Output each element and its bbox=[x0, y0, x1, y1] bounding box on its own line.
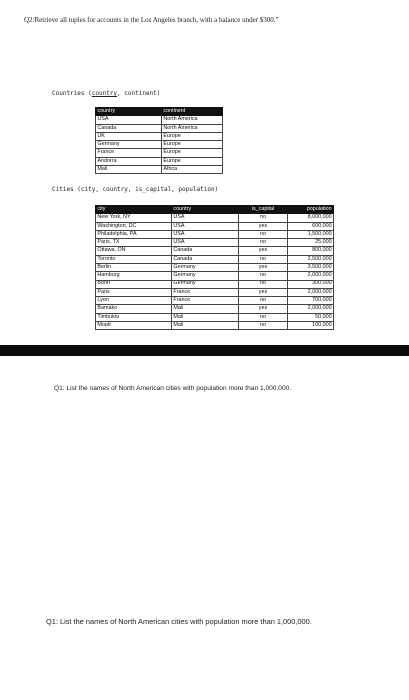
cities-cell: Paris, TX bbox=[96, 239, 172, 247]
cities-cell: no bbox=[239, 230, 288, 238]
cities-table bbox=[95, 205, 334, 330]
cities-cell: USA bbox=[172, 222, 239, 230]
cities-cell: Toronto bbox=[96, 255, 172, 263]
countries-cell: France bbox=[96, 149, 162, 157]
countries-cell: Andorra bbox=[96, 157, 162, 165]
cities-row bbox=[96, 321, 334, 329]
cities-cell: Germany bbox=[172, 263, 239, 271]
cities-cell: 800,000 bbox=[288, 247, 334, 255]
cities-cell: 2,000,000 bbox=[288, 305, 334, 313]
cities-cell: Mali bbox=[172, 321, 239, 329]
cities-cell: 1,500,000 bbox=[288, 230, 334, 238]
cities-row bbox=[96, 247, 334, 255]
cities-schema-caption: Cities (city, country, is_capital, population) bbox=[52, 186, 219, 193]
countries-row bbox=[96, 124, 223, 132]
countries-cell: North America bbox=[162, 116, 223, 124]
cities-header-cell: city bbox=[96, 206, 172, 214]
cities-cell: 2,500,000 bbox=[288, 255, 334, 263]
cities-cell: 8,000,000 bbox=[288, 214, 334, 222]
cities-cell: Washington, DC bbox=[96, 222, 172, 230]
countries-cell: Europe bbox=[162, 141, 223, 149]
cities-cell: 25,000 bbox=[288, 239, 334, 247]
cities-cell: France bbox=[172, 288, 239, 296]
cities-row bbox=[96, 297, 334, 305]
cities-cell: Ottawa, ON bbox=[96, 247, 172, 255]
countries-header-cell: country bbox=[96, 108, 162, 116]
countries-cell: North America bbox=[162, 124, 223, 132]
cities-header-row bbox=[96, 206, 334, 214]
cities-row bbox=[96, 214, 334, 222]
cities-cell: USA bbox=[172, 239, 239, 247]
cities-cell: no bbox=[239, 239, 288, 247]
cities-cell: France bbox=[172, 297, 239, 305]
cities-row bbox=[96, 313, 334, 321]
countries-table bbox=[95, 107, 223, 174]
cities-row bbox=[96, 230, 334, 238]
cities-header-cell: is_capital bbox=[239, 206, 288, 214]
cities-cell: Germany bbox=[172, 280, 239, 288]
countries-cell: Africa bbox=[162, 165, 223, 173]
countries-cell: Germany bbox=[96, 141, 162, 149]
cities-cell: Bamako bbox=[96, 305, 172, 313]
countries-row bbox=[96, 132, 223, 140]
cities-cell: yes bbox=[239, 263, 288, 271]
cities-cell: Bonn bbox=[96, 280, 172, 288]
cities-row bbox=[96, 222, 334, 230]
question-2-text: Q2:Retrieve all tuples for accounts in the Los Angeles branch, with a balance under $300.” bbox=[24, 16, 279, 24]
cities-cell: 2,000,000 bbox=[288, 272, 334, 280]
countries-cell: Canada bbox=[96, 124, 162, 132]
cities-cell: yes bbox=[239, 288, 288, 296]
cities-cell: no bbox=[239, 321, 288, 329]
section-divider bbox=[0, 345, 409, 356]
cities-cell: 700,000 bbox=[288, 297, 334, 305]
cities-cell: Philadelphia, PA bbox=[96, 230, 172, 238]
countries-cell: UK bbox=[96, 132, 162, 140]
cities-cell: no bbox=[239, 280, 288, 288]
cities-cell: no bbox=[239, 255, 288, 263]
cities-cell: Canada bbox=[172, 247, 239, 255]
cities-cell: USA bbox=[172, 214, 239, 222]
cities-row bbox=[96, 288, 334, 296]
cities-cell: Hamburg bbox=[96, 272, 172, 280]
cities-cell: USA bbox=[172, 230, 239, 238]
countries-cell: Europe bbox=[162, 132, 223, 140]
countries-schema-caption bbox=[52, 90, 160, 97]
cities-cell: yes bbox=[239, 305, 288, 313]
cities-cell: 100,000 bbox=[288, 321, 334, 329]
cities-cell: no bbox=[239, 313, 288, 321]
cities-cell: Germany bbox=[172, 272, 239, 280]
countries-caption-name: Countries ( bbox=[52, 90, 92, 97]
cities-cell: 50,000 bbox=[288, 313, 334, 321]
cities-cell: Berlin bbox=[96, 263, 172, 271]
countries-cell: Mali bbox=[96, 165, 162, 173]
countries-row bbox=[96, 165, 223, 173]
countries-caption-key: country bbox=[91, 90, 118, 97]
cities-cell: 3,500,000 bbox=[288, 263, 334, 271]
cities-row bbox=[96, 272, 334, 280]
countries-row bbox=[96, 157, 223, 165]
cities-cell: Mopti bbox=[96, 321, 172, 329]
cities-cell: Lyon bbox=[96, 297, 172, 305]
cities-row bbox=[96, 263, 334, 271]
cities-cell: no bbox=[239, 297, 288, 305]
cities-header-cell: country bbox=[172, 206, 239, 214]
cities-row bbox=[96, 305, 334, 313]
cities-cell: New York, NY bbox=[96, 214, 172, 222]
cities-cell: no bbox=[239, 272, 288, 280]
cities-cell: 600,000 bbox=[288, 222, 334, 230]
cities-cell: yes bbox=[239, 222, 288, 230]
cities-row bbox=[96, 239, 334, 247]
cities-cell: Mali bbox=[172, 313, 239, 321]
cities-cell: Paris bbox=[96, 288, 172, 296]
countries-row bbox=[96, 116, 223, 124]
cities-row bbox=[96, 255, 334, 263]
cities-cell: Timbuktu bbox=[96, 313, 172, 321]
cities-cell: 2,000,000 bbox=[288, 288, 334, 296]
cities-cell: Mali bbox=[172, 305, 239, 313]
countries-row bbox=[96, 141, 223, 149]
countries-cell: Europe bbox=[162, 149, 223, 157]
cities-header-cell: population bbox=[288, 206, 334, 214]
countries-row bbox=[96, 149, 223, 157]
cities-cell: yes bbox=[239, 247, 288, 255]
cities-row bbox=[96, 280, 334, 288]
cities-cell: Canada bbox=[172, 255, 239, 263]
countries-caption-rest: , continent) bbox=[117, 90, 161, 97]
cities-cell: 300,000 bbox=[288, 280, 334, 288]
question-1-text-upper: Q1: List the names of North American cities with population more than 1,000,000. bbox=[54, 385, 292, 392]
countries-header-row bbox=[96, 108, 223, 116]
question-1-text-lower: Q1: List the names of North American cities with population more than 1,000,000. bbox=[46, 617, 312, 626]
countries-header-cell: continent bbox=[162, 108, 223, 116]
cities-cell: no bbox=[239, 214, 288, 222]
countries-cell: Europe bbox=[162, 157, 223, 165]
countries-cell: USA bbox=[96, 116, 162, 124]
